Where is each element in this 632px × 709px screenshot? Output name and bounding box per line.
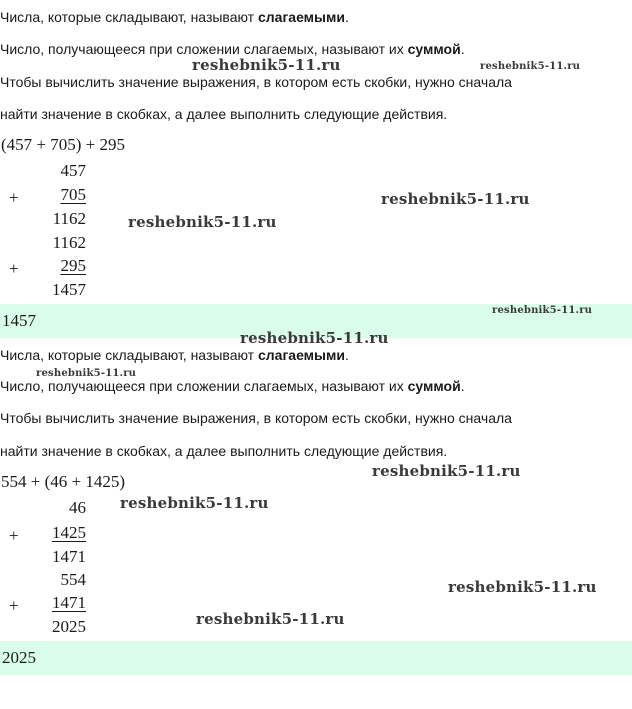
term-sum-2: суммой [407, 378, 461, 394]
step1-result: 1162 [52, 209, 86, 228]
definition-sum-2: Число, получающееся при сложении слагаемых, называют их суммой. [0, 378, 465, 394]
answer-value-1: 1457 [2, 311, 36, 330]
term-sum-1: суммой [407, 41, 461, 57]
watermark: reshebnik5-11.ru [372, 462, 521, 480]
step2-plus-sign: + [9, 596, 19, 615]
step1-operand-b: 1425 [52, 523, 86, 542]
step2-result: 1457 [52, 280, 86, 299]
watermark: reshebnik5-11.ru [120, 494, 269, 512]
step1-plus-sign: + [9, 526, 19, 545]
step1-plus-sign: + [9, 188, 19, 207]
step1-operand-a: 457 [60, 161, 86, 180]
watermark: reshebnik5-11.ru [196, 610, 345, 628]
answer-value-2: 2025 [2, 648, 36, 667]
step2-operand-b: 1471 [52, 593, 86, 612]
expression-1: (457 + 705) + 295 [1, 135, 125, 154]
watermark: reshebnik5-11.ru [480, 61, 581, 72]
watermark: reshebnik5-11.ru [36, 368, 137, 379]
answer-box-2 [0, 641, 632, 675]
watermark: reshebnik5-11.ru [240, 329, 389, 347]
watermark: reshebnik5-11.ru [492, 305, 593, 316]
expression-2: 554 + (46 + 1425) [1, 472, 125, 491]
step2-operand-b: 295 [60, 256, 86, 275]
rule-text-line1-1: Чтобы вычислить значение выражения, в котором есть скобки, нужно сначала [0, 74, 512, 90]
rule-text-line2-1: найти значение в скобках, а далее выполнить следующие действия. [0, 106, 448, 122]
step2-plus-sign: + [9, 259, 19, 278]
step1-result: 1471 [52, 547, 86, 566]
term-addends-2: слагаемыми [257, 347, 345, 363]
rule-text-line1-2: Чтобы вычислить значение выражения, в котором есть скобки, нужно сначала [0, 410, 512, 426]
definition-terms-1: Числа, которые складывают, называют слагаемыми. [0, 9, 349, 25]
watermark: reshebnik5-11.ru [192, 56, 341, 74]
watermark: reshebnik5-11.ru [448, 578, 597, 596]
step1-operand-b: 705 [60, 185, 86, 204]
step2-result: 2025 [52, 617, 86, 636]
term-addends-1: слагаемыми [257, 9, 345, 25]
definition-sum-1: Число, получающееся при сложении слагаемых, называют их суммой. [0, 41, 465, 57]
definition-terms-2: Числа, которые складывают, называют слагаемыми. [0, 347, 349, 363]
step2-operand-a: 554 [60, 570, 86, 589]
watermark: reshebnik5-11.ru [381, 190, 530, 208]
step1-operand-a: 46 [69, 498, 86, 517]
step2-operand-a: 1162 [52, 233, 86, 252]
rule-text-line2-2: найти значение в скобках, а далее выполнить следующие действия. [0, 443, 448, 459]
watermark: reshebnik5-11.ru [128, 213, 277, 231]
